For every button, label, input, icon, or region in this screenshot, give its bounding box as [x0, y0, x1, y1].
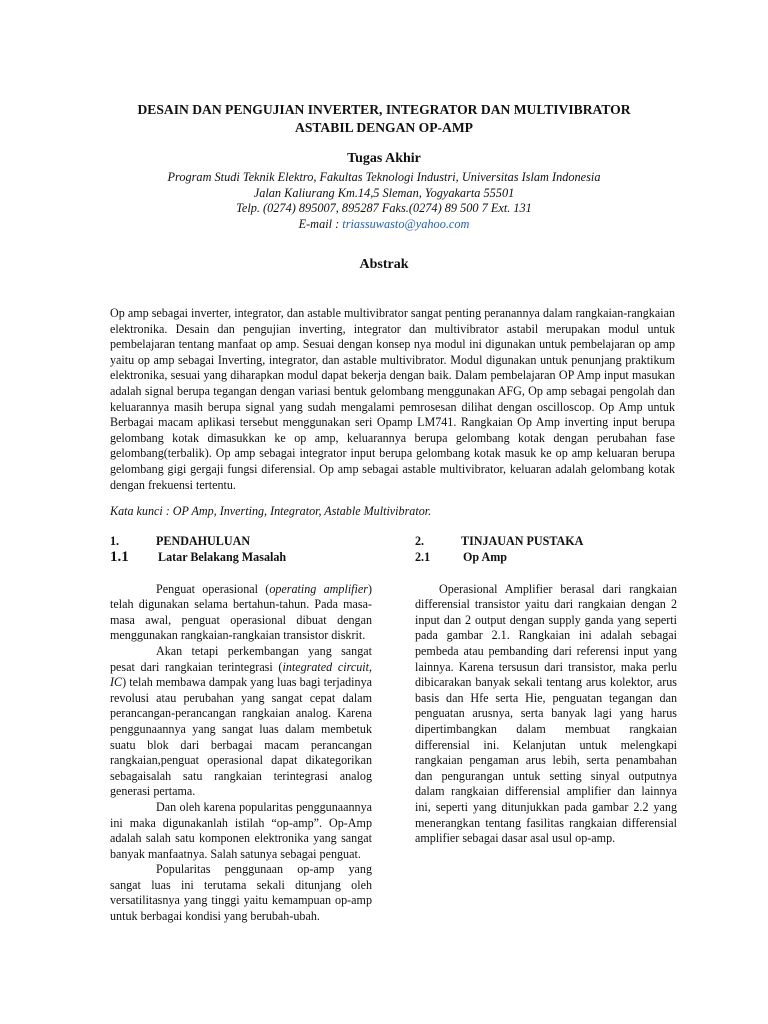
- subsection-heading: [415, 550, 677, 566]
- abstract-heading: Abstrak: [359, 257, 409, 272]
- email-link[interactable]: triassuwasto@yahoo.com: [342, 216, 470, 231]
- subsection-number: 1.1: [110, 549, 129, 565]
- paragraph: Popularitas penggunaan op-amp yang sangat luas ini terutama sekali ditunjang oleh versatilitasnya yang tinggi yaitu kemampuan op-amp untuk berbagai kondisi yang berubah-ubah.: [110, 862, 372, 924]
- section-heading: [415, 534, 677, 550]
- paragraph: Akan tetapi perkembangan yang sangat pesat dari rangkaian terintegrasi (integrated circuit, IC) telah membawa dampak yang luas bagi terjadinya revolusi atau perubahan yang sangat cepat dalam perancangan-perancangan rangkaian analog. Karena penggunaannya yang sangat luas dalam membetuk suatu blok dari berbagai macam perancangan rangkaian,penguat operasional dapat dikategorikan sebagaisalah satu rangkaian terintegrasi analog generasi pertama.: [110, 643, 372, 799]
- section-heading: [110, 534, 372, 550]
- paper-title: [90, 101, 678, 137]
- italic-term: integrated circuit, IC: [110, 659, 372, 690]
- abstract-text: Op amp sebagai inverter, integrator, dan astable multivibrator sangat penting peranannya dalam rangkaian-rangkaian elektronika. Desain dan pengujian inverting, integrator dan multivibrator astabil merupakan modul untuk pembelajaran tentang manfaat op amp. Sesuai dengan konsep nya modul ini digunakan untuk pembelajaran op amp yaitu op amp sebagai Inverting, integrator, dan astable multivibrator. Modul digunakan untuk penunjang praktikum elektronika, sesuai yang diharapkan modul dapat bekerja dengan baik. Dalam pembelajaran OP Amp input masukan adalah signal berupa tegangan dengan variasi bentuk gelombang menggunakan AFG, Op amp sebagai pengolah dan keluarannya masih berupa signal yang sudah mengalami pemrosesan dilihat dengan oscilloscop. Op Amp untuk Berbagai macam aplikasi tersebut menggunakan seri Opamp LM741. Rangkaian Op Amp inverting input berupa gelombang kotak dimasukkan ke op amp, keluarannya berupa gelombang kotak dengan perubahan fase gelombang(terbalik). Op amp sebagai integrator input berupa gelombang kotak masuk ke op amp keluaran berupa gelombang gigi gergaji fungsi diferensial. Op amp sebagai astable multivibrator, keluaran adalah gelombang kotak dengan frekuensi tertentu.: [110, 306, 675, 492]
- email-line: [100, 217, 668, 233]
- subsection-number: 2.1: [415, 550, 431, 564]
- section-number: 2.: [415, 534, 425, 548]
- title-line-2: ASTABIL DENGAN OP-AMP: [295, 120, 473, 135]
- email-label: E-mail :: [298, 216, 343, 231]
- title-line-1: DESAIN DAN PENGUJIAN INVERTER, INTEGRATOR DAN MULTIVIBRATOR: [137, 102, 631, 117]
- keywords: Kata kunci : OP Amp, Inverting, Integrator, Astable Multivibrator.: [110, 504, 432, 518]
- affiliation-line-1: Program Studi Teknik Elektro, Fakultas Teknologi Industri, Universitas Islam Indonesia: [167, 170, 601, 184]
- right-column: [415, 534, 677, 847]
- affiliation-line-2: Jalan Kaliurang Km.14,5 Sleman, Yogyakarta 55501: [253, 185, 515, 200]
- section-number: 1.: [110, 534, 120, 548]
- subsection-title: Latar Belakang Masalah: [158, 550, 287, 564]
- section-title: TINJAUAN PUSTAKA: [461, 534, 584, 548]
- subsection-heading: [110, 550, 372, 566]
- subsection-title: Op Amp: [463, 550, 508, 564]
- paragraph: Operasional Amplifier berasal dari rangkaian differensial transistor yaitu dari rangkaian dengan 2 input dan 2 output dengan supply ganda yang seperti pada gambar 2.1. Rangkaian ini adalah sebagai pembeda atau pembanding dari referensi input yang lainnya. Karena tersusun dari transistor, maka perlu dibicarakan banyak sekali tentang arus kolektor, arus basis dan Hfe serta Hie, penguatan tegangan dan penguatan arusnya, serta banyak lagi yang harus dipertimbangkan dalam membuat rangkaian differensial ini. Kelanjutan untuk melengkapi rangkaian pengaman arus lebih, serta penambahan dan pengurangan untuk setting sinyal outputnya dalam rangkaian differensial amplifier dan lainnya ini, seperti yang ditunjukkan pada gambar 2.2 yang menerangkan tentang fasilitas rangkaian differensial amplifier sebagai dasar asal usul op-amp.: [415, 581, 677, 846]
- left-column: [110, 534, 372, 925]
- affiliation: [100, 170, 668, 232]
- paragraph: Penguat operasional (operating amplifier) telah digunakan selama bertahun-tahun. Pada masa-masa awal, penguat operasional dibuat dengan menggunakan rangkaian-rangkaian transistor diskrit.: [110, 581, 372, 643]
- paragraph: Dan oleh karena popularitas penggunaannya ini maka digunakanlah istilah “op-amp”. Op-Amp adalah salah satu komponen elektronika yang sangat banyak manfaatnya. Salah satunya sebagai penguat.: [110, 799, 372, 861]
- author: Tugas Akhir: [347, 151, 421, 166]
- affiliation-line-3: Telp. (0274) 895007, 895287 Faks.(0274) 89 500 7 Ext. 131: [236, 201, 532, 215]
- italic-term: operating amplifier: [269, 581, 368, 596]
- section-title: PENDAHULUAN: [156, 534, 251, 548]
